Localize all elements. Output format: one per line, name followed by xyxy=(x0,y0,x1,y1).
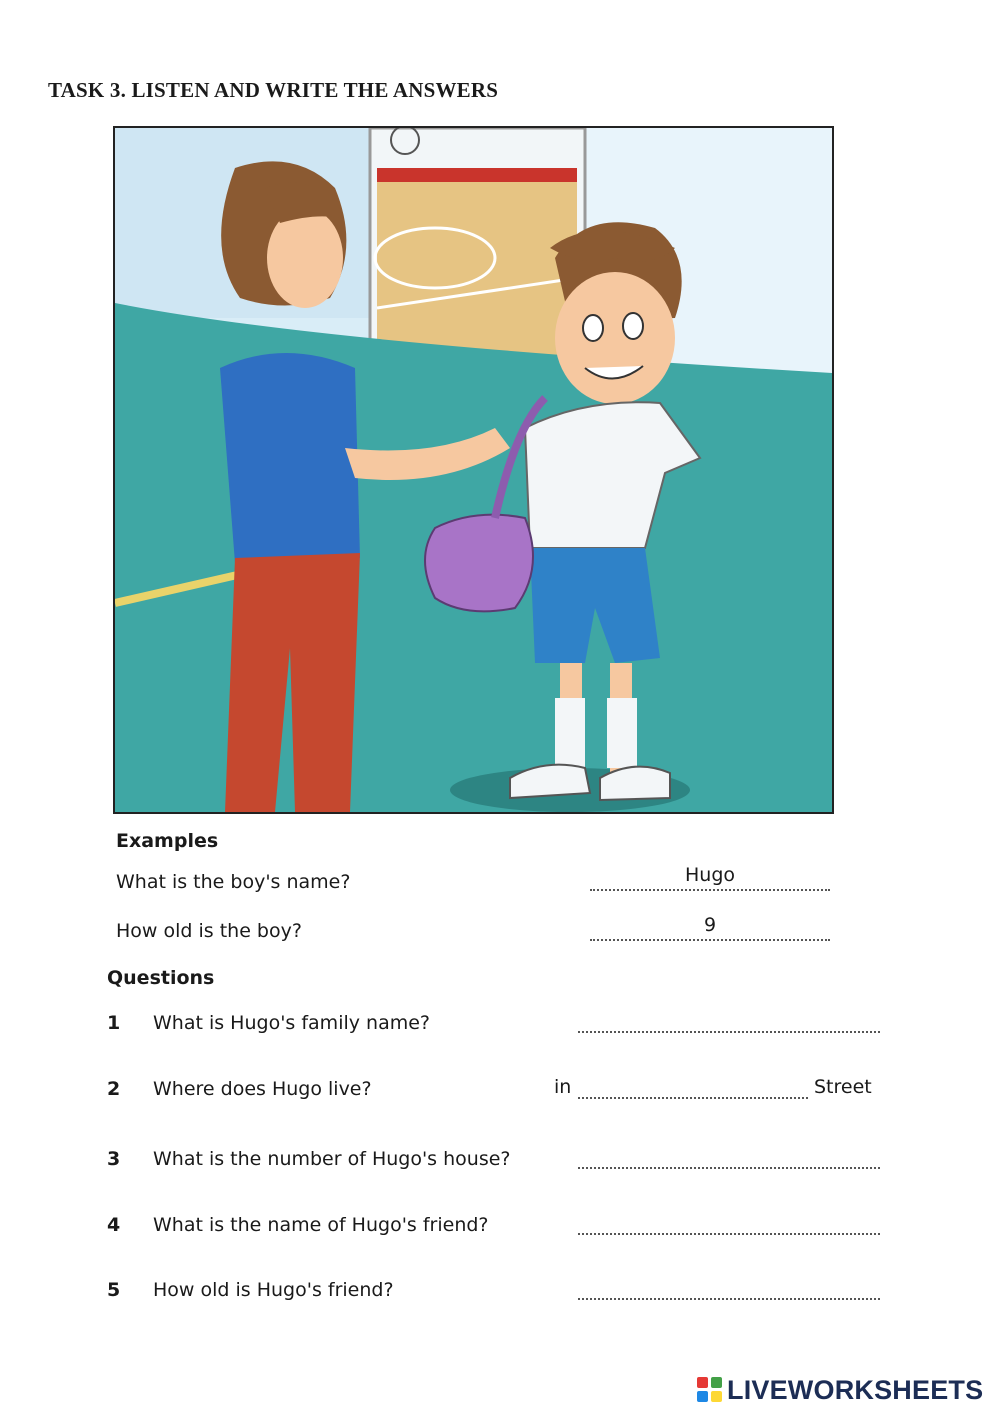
questions-heading: Questions xyxy=(107,967,215,989)
example-answer-line-2 xyxy=(590,939,830,941)
answer-suffix-2: Street xyxy=(814,1076,872,1098)
answer-field-1[interactable] xyxy=(578,1031,880,1033)
liveworksheets-logo-icon xyxy=(697,1377,723,1403)
example-question-1: What is the boy's name? xyxy=(116,871,351,893)
answer-field-3[interactable] xyxy=(578,1167,880,1169)
example-answer-2: 9 xyxy=(703,914,717,936)
question-text-2: Where does Hugo live? xyxy=(153,1078,372,1100)
liveworksheets-logo-text: LIVEWORKSHEETS xyxy=(727,1374,984,1405)
answer-field-2[interactable] xyxy=(578,1097,808,1099)
question-text-5: How old is Hugo's friend? xyxy=(153,1279,394,1301)
question-number-1: 1 xyxy=(107,1012,121,1034)
examples-heading: Examples xyxy=(116,830,219,852)
liveworksheets-logo xyxy=(697,1373,983,1407)
question-text-1: What is Hugo's family name? xyxy=(153,1012,431,1034)
question-number-4: 4 xyxy=(107,1214,121,1236)
question-text-3: What is the number of Hugo's house? xyxy=(153,1148,511,1170)
example-question-2: How old is the boy? xyxy=(116,920,302,942)
question-number-2: 2 xyxy=(107,1078,121,1100)
illustration-woman-and-boy xyxy=(113,126,834,814)
answer-field-4[interactable] xyxy=(578,1233,880,1235)
question-number-3: 3 xyxy=(107,1148,121,1170)
question-text-4: What is the name of Hugo's friend? xyxy=(153,1214,489,1236)
answer-prefix-2: in xyxy=(554,1076,572,1098)
answer-field-5[interactable] xyxy=(578,1298,880,1300)
task-title: TASK 3. LISTEN AND WRITE THE ANSWERS xyxy=(48,78,499,102)
question-number-5: 5 xyxy=(107,1279,121,1301)
example-answer-line-1 xyxy=(590,889,830,891)
example-answer-1: Hugo xyxy=(684,864,735,886)
